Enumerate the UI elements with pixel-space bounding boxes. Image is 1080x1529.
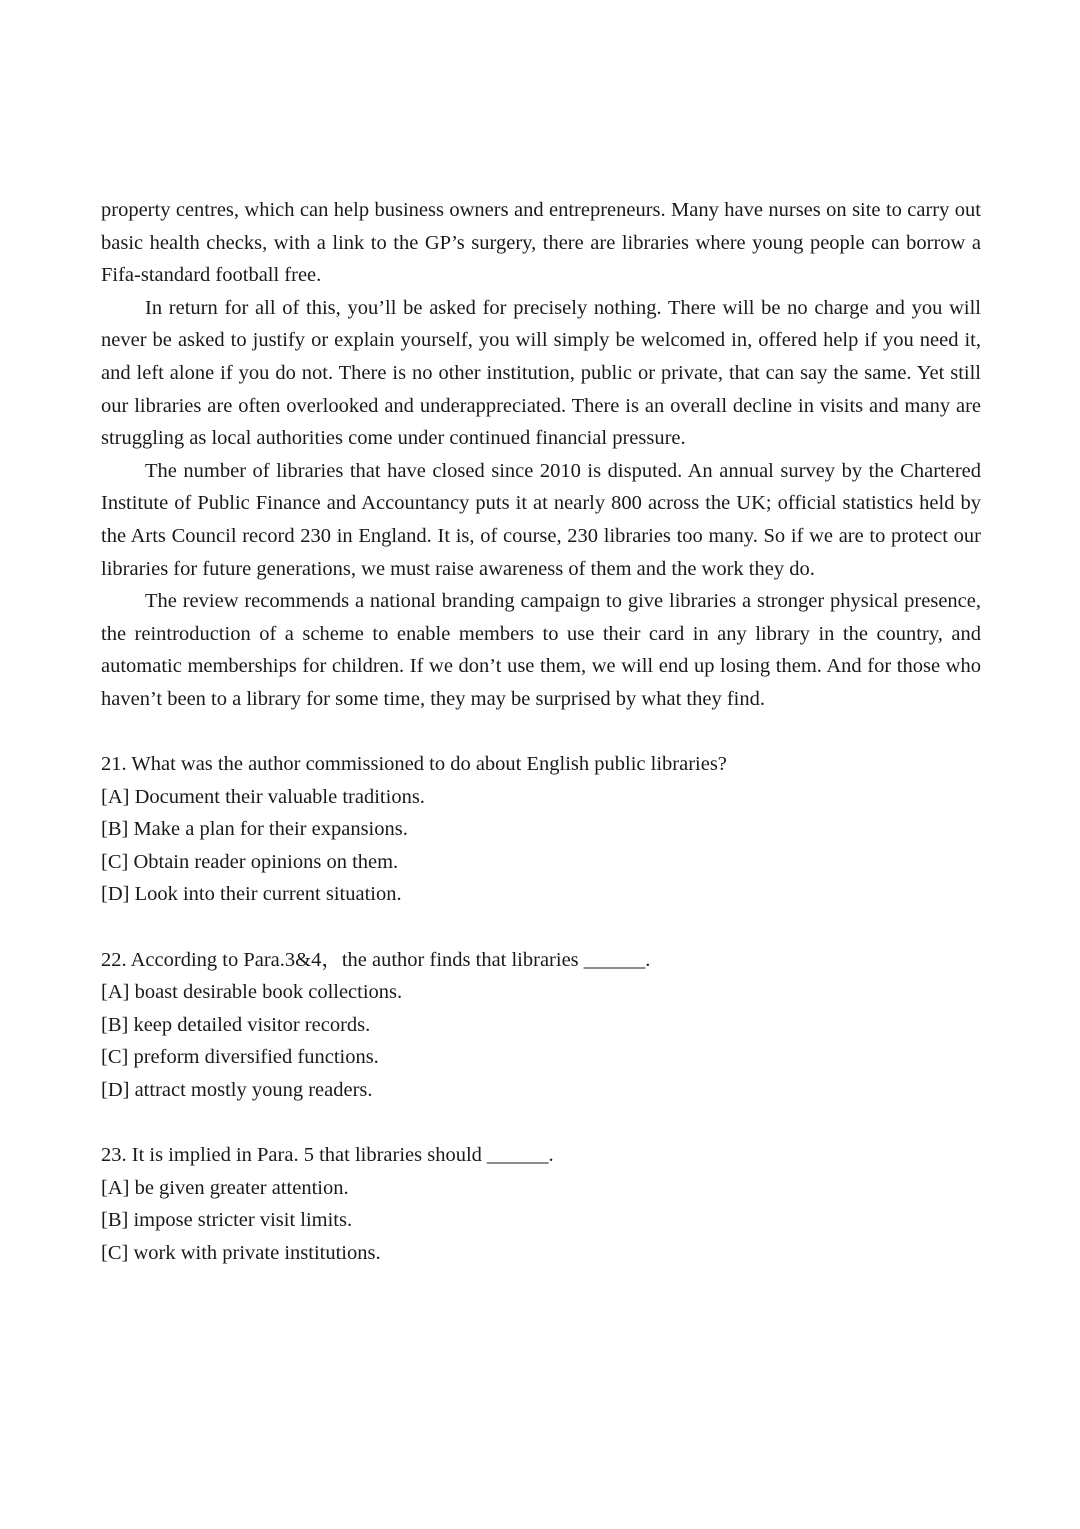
question-stem: 22. According to Para.3&4，the author finds that libraries ______.: [101, 948, 651, 971]
question-23: [101, 1139, 981, 1269]
question-option-d: [D] Look into their current situation.: [101, 883, 402, 906]
question-option-b: [B] Make a plan for their expansions.: [101, 818, 408, 841]
question-option-a: [A] Document their valuable traditions.: [101, 785, 425, 808]
question-option-c: [C] work with private institutions.: [101, 1242, 381, 1264]
question-option-c: [C] Obtain reader opinions on them.: [101, 850, 399, 873]
passage-paragraph-1: property centres, which can help business owners and entrepreneurs. Many have nurses on site to carry out basic health checks, with a link to the GP’s surgery, there are libraries where young people can borrow a Fifa-standard football free.: [101, 199, 981, 287]
passage-paragraph-2: In return for all of this, you’ll be asked for precisely nothing. There will be no charge and you will never be asked to justify or explain yourself, you will simply be welcomed in, offered help if you need it, and left alone if you do not. There is no other institution, public or private, that can say the same. Yet still our libraries are often overlooked and underappreciated. There is an overall decline in visits and many are struggling as local authorities come under continued financial pressure.: [101, 296, 981, 450]
question-option-a: [A] be given greater attention.: [101, 1176, 349, 1199]
question-option-b: [B] impose stricter visit limits.: [101, 1209, 353, 1232]
question-option-d: [D] attract mostly young readers.: [101, 1079, 373, 1102]
passage-paragraph-4: The review recommends a national branding campaign to give libraries a stronger physical presence, the reintroduction of a scheme to enable members to use their card in any library in the country, and automatic memberships for children. If we don’t use them, we will end up losing them. And for those who haven’t been to a library for some time, they may be surprised by what they find.: [101, 590, 981, 710]
question-22: [101, 944, 981, 1107]
question-option-a: [A] boast desirable book collections.: [101, 981, 403, 1004]
question-stem: 21. What was the author commissioned to do about English public libraries?: [101, 753, 727, 776]
question-option-c: [C] preform diversified functions.: [101, 1046, 379, 1069]
question-stem: 23. It is implied in Para. 5 that libraries should ______.: [101, 1144, 554, 1167]
passage-paragraph-3: The number of libraries that have closed since 2010 is disputed. An annual survey by the Chartered Institute of Public Finance and Accountancy puts it at nearly 800 across the UK; official statistics held by the Arts Council record 230 in England. It is, of course, 230 libraries too many. So if we are to protect our libraries for future generations, we must raise awareness of them and the work they do.: [101, 459, 981, 580]
question-option-b: [B] keep detailed visitor records.: [101, 1013, 371, 1036]
question-21: [101, 748, 981, 911]
document-page: [101, 194, 981, 1270]
passage: [101, 194, 981, 716]
